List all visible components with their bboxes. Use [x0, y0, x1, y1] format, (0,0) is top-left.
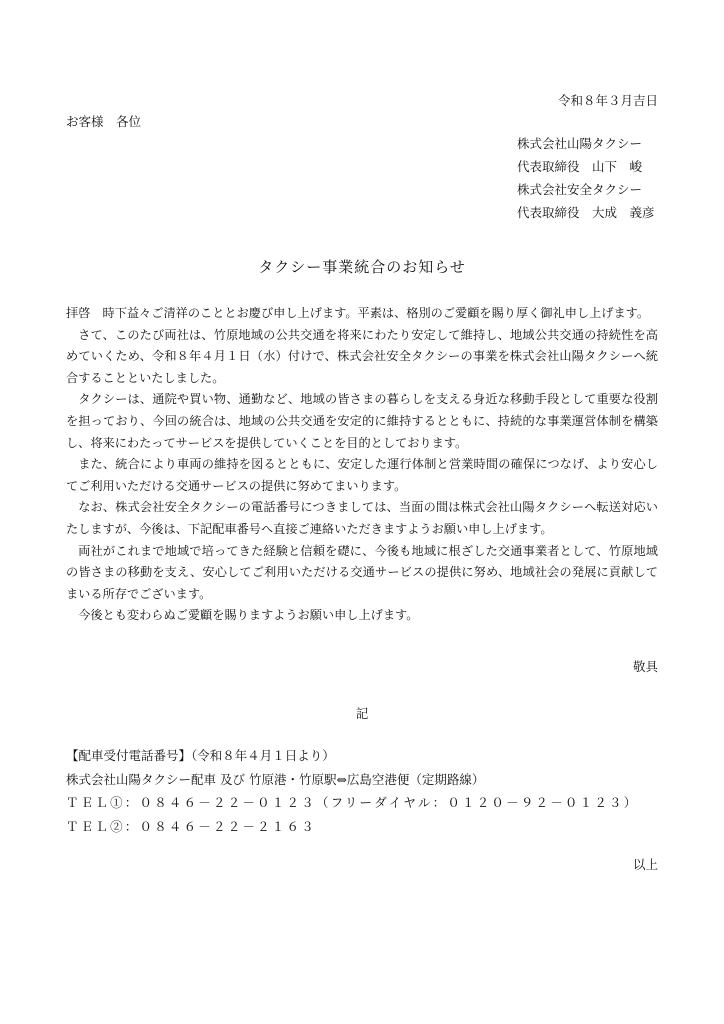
paragraph-greeting: 拝啓 時下益々ご清祥のこととお慶び申し上げます。平素は、格別のご愛顧を賜り厚く御礼申し上げます。: [66, 306, 650, 320]
closing-keigu: 敬具: [632, 659, 658, 674]
tel-2: ＴＥＬ②：０８４６－２２－２１６３: [66, 818, 316, 834]
recipient: お客様 各位: [66, 114, 142, 129]
sender-representative-2: 代表取締役 大成 義彦: [517, 205, 655, 220]
dispatch-service: 株式会社山陽タクシー配車 及び 竹原港・竹原駅⇔広島空港便（定期路線）: [66, 771, 485, 787]
paragraph-purpose: タクシーは、通院や買い物、通勤など、地域の皆さまの暮らしを支える身近な移動手段として重要な役割を担っており、今回の統合は、地域の公共交通を安定的に維持するとともに、持続的な事業運営体制を構築し、将来にわたってサービスを提供していくことを目的としております。: [66, 392, 658, 450]
tel-1: ＴＥＬ①：０８４６－２２－０１２３（フリーダイヤル：０１２０－９２－０１２３）: [66, 795, 639, 810]
paragraph-closing: 今後とも変わらぬご愛顧を賜りますようお願い申し上げます。: [78, 608, 419, 623]
dispatch-heading: 【配車受付電話番号】（令和８年４月１日より）: [66, 748, 335, 763]
page-title: タクシー事業統合のお知らせ: [258, 258, 466, 276]
sender-company-2: 株式会社安全タクシー: [517, 182, 643, 197]
dispatch-info: [66, 744, 638, 838]
sender-company-1: 株式会社山陽タクシー: [517, 136, 643, 151]
sender-block: [517, 132, 655, 224]
date: 令和８年３月吉日: [557, 93, 658, 108]
end-ijou: 以上: [632, 857, 658, 872]
sender-representative-1: 代表取締役 山下 峻: [517, 159, 643, 174]
paragraph-phone: なお、株式会社安全タクシーの電話番号につきましては、当面の間は株式会社山陽タクシーへ転送対応いたしますが、今後は、下記配車番号へ直接ご連絡いただきますようお願い申し上げます。: [66, 500, 658, 536]
paragraph-commitment: 両社がこれまで地域で培ってきた経験と信頼を礎に、今後も地域に根ざした交通事業者として、竹原地域の皆さまの移動を支え、安心してご利用いただける交通サービスの提供に努め、地域社会の発展に貢献してまいる所存でございます。: [66, 543, 658, 601]
letter-body: [66, 303, 658, 627]
ki-heading: 記: [355, 706, 369, 721]
paragraph-vehicles: また、統合により車両の維持を図るとともに、安定した運行体制と営業時間の確保につなげ、より安心してご利用いただける交通サービスの提供に努めてまいります。: [66, 457, 658, 493]
paragraph-integration: さて、このたび両社は、竹原地域の公共交通を将来にわたり安定して維持し、地域公共交通の持続性を高めていくため、令和８年４月１日（水）付けで、株式会社安全タクシーの事業を株式会社山陽タクシーへ統合することといたしました。: [66, 327, 658, 385]
